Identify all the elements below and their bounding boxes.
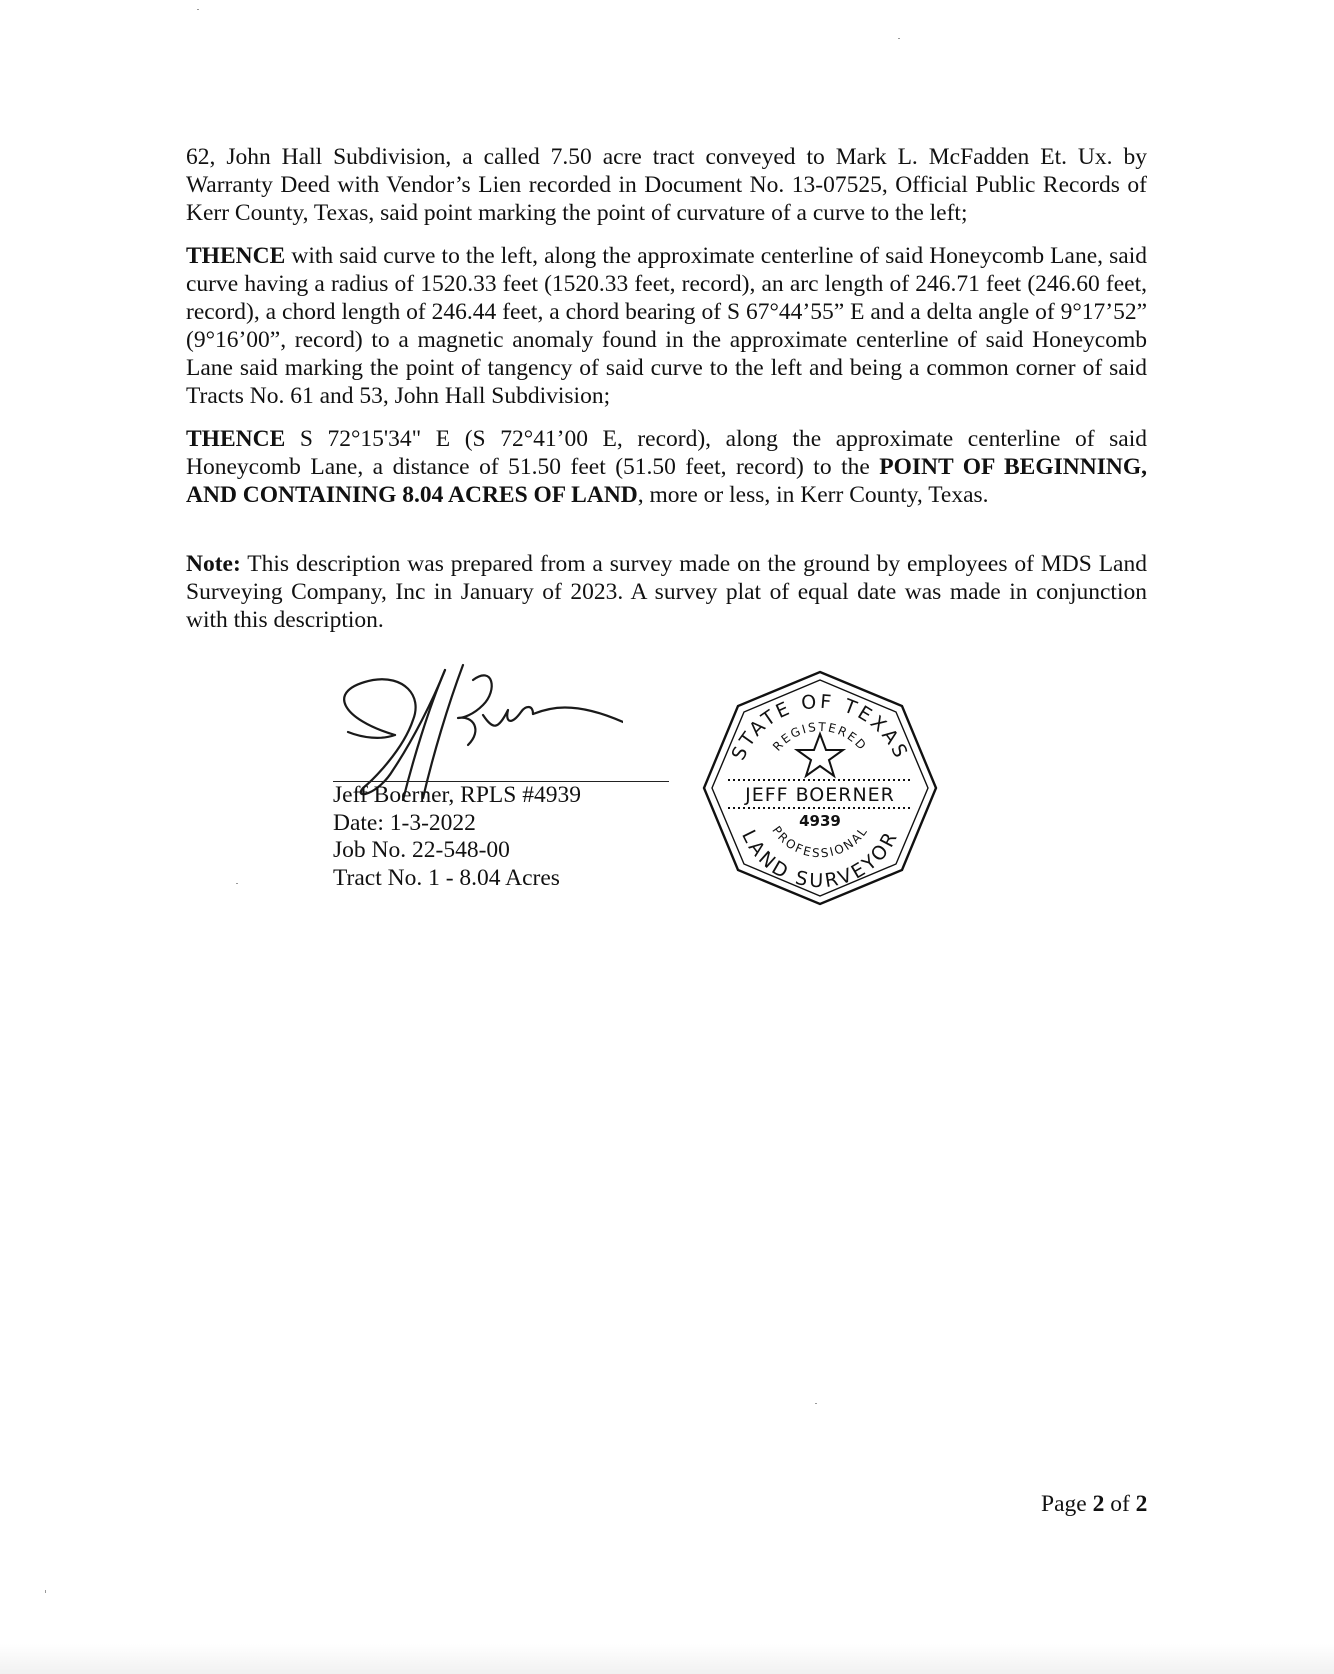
paragraph-text: 62, John Hall Subdivision, a called 7.50 acre tract conveyed to Mark L. McFadden Et. Ux. by Warranty Deed with Vendor’s Lien recorded in Document No. 13-07525, Official Public Records of Kerr County, Texas, said point marking the point of curvature of a curve to the left; — [186, 144, 1147, 226]
scan-speck — [815, 1403, 817, 1404]
seal-registered-text: REGISTERED — [770, 719, 870, 754]
paragraph-text: , more or less, in Kerr County, Texas. — [637, 482, 989, 508]
job-number: Job No. 22-548-00 — [333, 837, 510, 863]
surveyor-seal — [700, 668, 940, 908]
note-label: Note: — [186, 551, 241, 577]
signature-block — [333, 660, 673, 900]
thence-keyword: THENCE — [186, 426, 286, 452]
page-number — [1041, 1491, 1147, 1518]
signature-date: Date: 1-3-2022 — [333, 809, 476, 836]
paragraph-thence-line — [186, 425, 1147, 509]
scan-speck — [197, 9, 199, 10]
page-current: 2 — [1092, 1491, 1105, 1517]
seal-bottom-text: LAND SURVEYOR — [737, 826, 903, 893]
paragraph-text: with said curve to the left, along the approximate centerline of said Honeycomb Lane, said curve having a radius of 1520.33 feet (1520.33 feet, record), an arc length of 246.71 feet (246.60 feet, record), a chord length of 246.44 feet, a chord bearing of S 67°44’55” E and a delta angle of 9°17’52” (9°16’00”, record) to a magnetic anomaly found in the approximate centerline of said Honeycomb Lane said marking the point of tangency of said curve to the left and being a common corner of said Tracts No. 61 and 53, John Hall Subdivision; — [186, 243, 1147, 409]
legal-description — [186, 143, 1147, 649]
seal-number: 4939 — [799, 812, 841, 830]
paragraph-curvature — [186, 143, 1147, 227]
thence-keyword: THENCE — [186, 243, 286, 269]
page-label: Page — [1041, 1491, 1093, 1517]
note-text: This description was prepared from a survey made on the ground by employees of MDS Land Surveying Company, Inc in January of 2023. A survey plat of equal date was made in conjunction with this description. — [186, 551, 1147, 633]
star-icon — [797, 734, 843, 776]
seal-professional-text: PROFESSIONAL — [769, 823, 871, 861]
scan-speck — [236, 883, 238, 884]
seal-top-text: STATE OF TEXAS — [727, 690, 913, 764]
point-of-beginning-text: POINT OF BEGINNING, AND CONTAINING 8.04 ACRES OF LAND — [186, 454, 1147, 508]
scan-speck — [45, 1590, 46, 1593]
surveyor-name: Jeff Boerner, RPLS #4939 — [333, 782, 581, 808]
surveyor-details — [333, 782, 581, 892]
paragraph-text: S 72°15'34" E (S 72°41’00 E, record), along the approximate centerline of said Honeycomb Lane, a distance of 51.50 feet (51.50 feet, record) to the — [186, 426, 1147, 480]
scan-speck — [898, 38, 900, 39]
seal-name: JEFF BOERNER — [745, 784, 895, 806]
tract-number: Tract No. 1 - 8.04 Acres — [333, 864, 560, 891]
paragraph-thence-curve — [186, 242, 1147, 410]
page-total: 2 — [1135, 1491, 1148, 1517]
paragraph-note — [186, 550, 1147, 634]
page-of: of — [1104, 1491, 1136, 1517]
scan-bottom-edge — [0, 1644, 1334, 1674]
